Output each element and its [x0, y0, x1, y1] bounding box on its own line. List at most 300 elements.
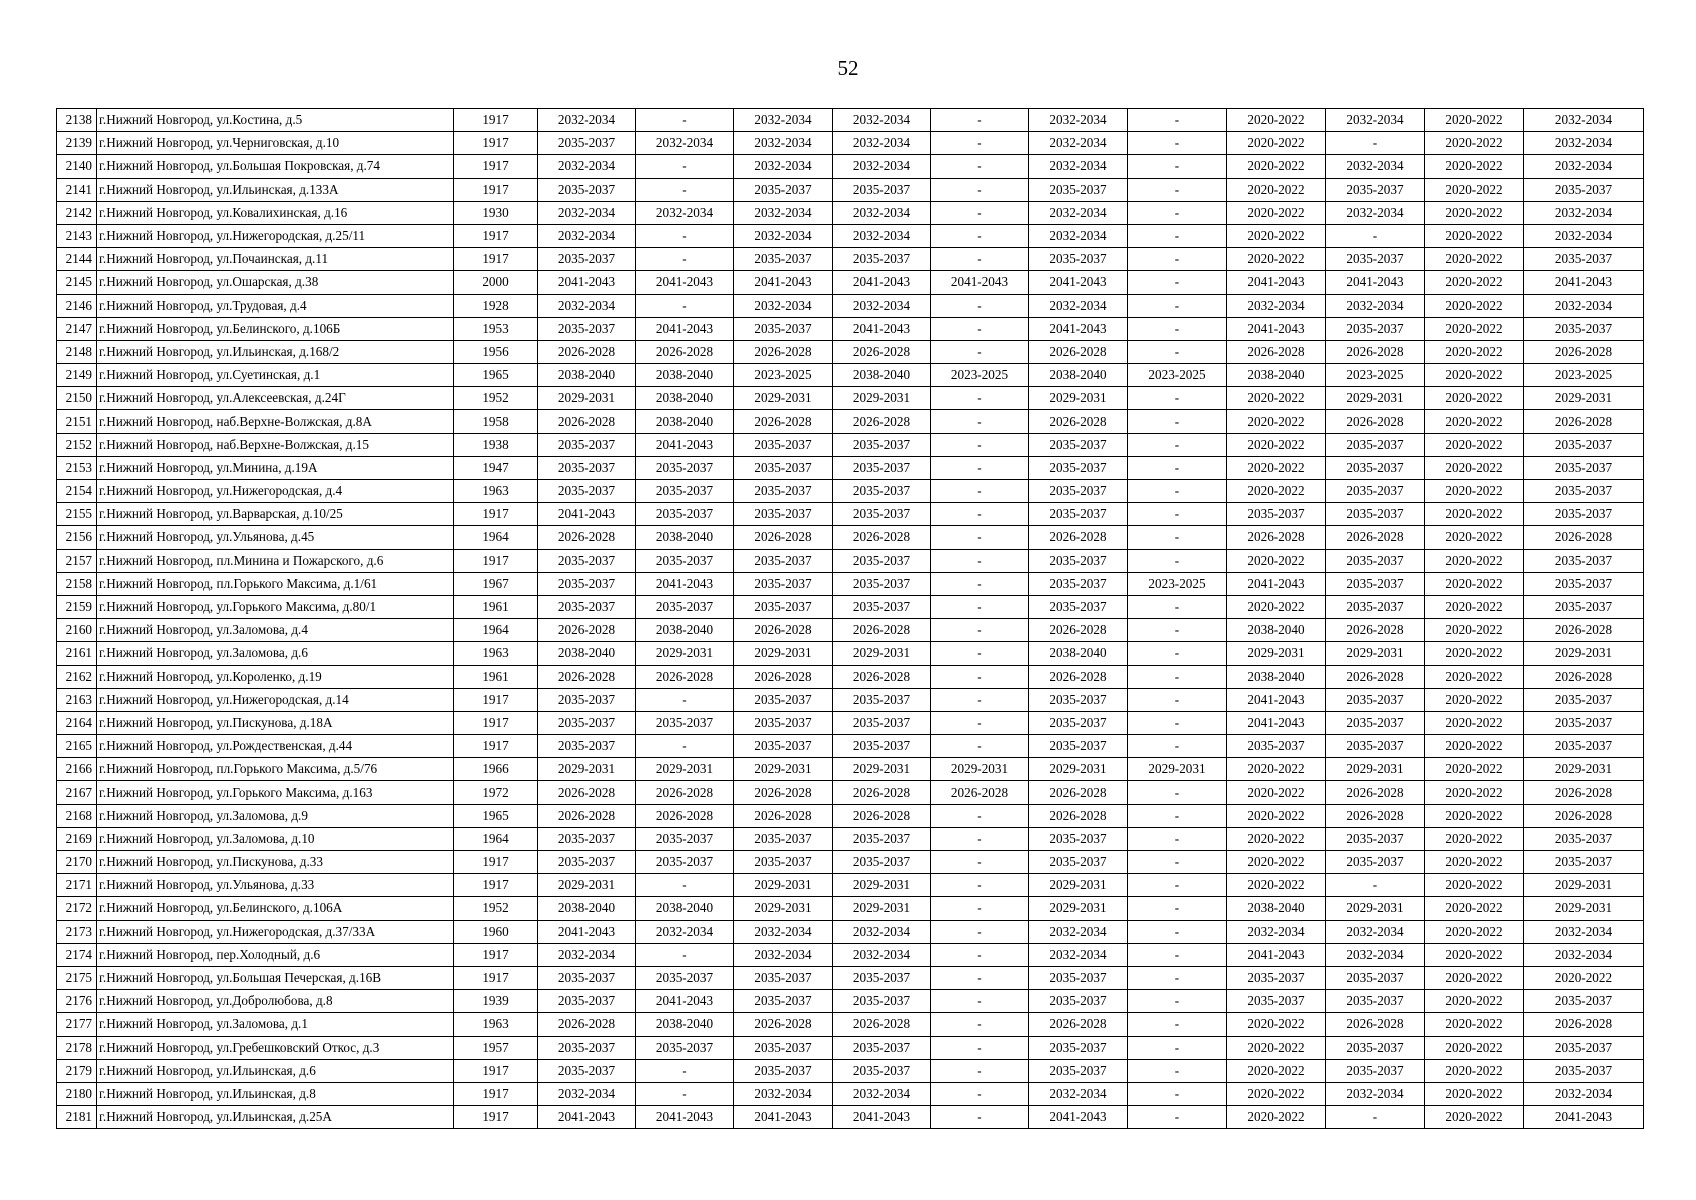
cell-c4: 2035-2037	[833, 711, 931, 734]
cell-c2: 2038-2040	[636, 1013, 734, 1036]
cell-c4: 2035-2037	[833, 248, 931, 271]
cell-c2: 2035-2037	[636, 711, 734, 734]
cell-c9: 2035-2037	[1326, 549, 1425, 572]
cell-num: 2175	[57, 966, 97, 989]
cell-c5: -	[931, 642, 1029, 665]
cell-c4: 2035-2037	[833, 572, 931, 595]
cell-c4: 2032-2034	[833, 155, 931, 178]
cell-c11: 2032-2034	[1524, 109, 1644, 132]
cell-year: 1938	[454, 433, 538, 456]
cell-year: 1917	[454, 155, 538, 178]
cell-c6: 2035-2037	[1029, 1059, 1128, 1082]
cell-c1: 2035-2037	[538, 178, 636, 201]
cell-address: г.Нижний Новгород, ул.Добролюбова, д.8	[97, 990, 454, 1013]
cell-c1: 2032-2034	[538, 155, 636, 178]
cell-c4: 2026-2028	[833, 804, 931, 827]
cell-c7: 2023-2025	[1128, 364, 1227, 387]
cell-year: 1917	[454, 1059, 538, 1082]
cell-num: 2153	[57, 456, 97, 479]
cell-c1: 2035-2037	[538, 966, 636, 989]
cell-c1: 2032-2034	[538, 201, 636, 224]
cell-c8: 2041-2043	[1227, 943, 1326, 966]
cell-c11: 2035-2037	[1524, 503, 1644, 526]
cell-c1: 2041-2043	[538, 271, 636, 294]
cell-c11: 2029-2031	[1524, 897, 1644, 920]
cell-c9: 2026-2028	[1326, 619, 1425, 642]
cell-c2: 2026-2028	[636, 340, 734, 363]
cell-c9: 2032-2034	[1326, 109, 1425, 132]
cell-c1: 2035-2037	[538, 851, 636, 874]
cell-num: 2152	[57, 433, 97, 456]
table-row	[57, 1036, 1644, 1059]
cell-c6: 2032-2034	[1029, 109, 1128, 132]
cell-c8: 2035-2037	[1227, 503, 1326, 526]
cell-c4: 2035-2037	[833, 827, 931, 850]
cell-c7: -	[1128, 827, 1227, 850]
cell-c6: 2032-2034	[1029, 201, 1128, 224]
cell-num: 2156	[57, 526, 97, 549]
cell-c8: 2020-2022	[1227, 433, 1326, 456]
cell-c2: 2035-2037	[636, 851, 734, 874]
cell-c7: -	[1128, 549, 1227, 572]
cell-c7: -	[1128, 248, 1227, 271]
cell-c10: 2020-2022	[1425, 1082, 1524, 1105]
table-row	[57, 433, 1644, 456]
cell-c10: 2020-2022	[1425, 340, 1524, 363]
cell-c8: 2020-2022	[1227, 1106, 1326, 1129]
cell-c1: 2035-2037	[538, 572, 636, 595]
cell-year: 1917	[454, 132, 538, 155]
cell-c6: 2026-2028	[1029, 781, 1128, 804]
cell-c11: 2035-2037	[1524, 1059, 1644, 1082]
cell-c11: 2032-2034	[1524, 1082, 1644, 1105]
cell-c1: 2026-2028	[538, 781, 636, 804]
cell-c1: 2035-2037	[538, 711, 636, 734]
cell-address: г.Нижний Новгород, ул.Заломова, д.4	[97, 619, 454, 642]
cell-c11: 2032-2034	[1524, 155, 1644, 178]
cell-c5: -	[931, 943, 1029, 966]
cell-c10: 2020-2022	[1425, 132, 1524, 155]
cell-address: г.Нижний Новгород, пл.Горького Максима, д.5/76	[97, 758, 454, 781]
cell-c8: 2032-2034	[1227, 294, 1326, 317]
cell-c4: 2026-2028	[833, 619, 931, 642]
cell-c9: 2032-2034	[1326, 943, 1425, 966]
cell-c9: 2026-2028	[1326, 804, 1425, 827]
cell-c9: -	[1326, 1106, 1425, 1129]
cell-address: г.Нижний Новгород, ул.Ульянова, д.33	[97, 874, 454, 897]
cell-c7: -	[1128, 804, 1227, 827]
cell-c2: 2041-2043	[636, 433, 734, 456]
cell-c11: 2032-2034	[1524, 294, 1644, 317]
cell-c5: 2041-2043	[931, 271, 1029, 294]
cell-c8: 2020-2022	[1227, 804, 1326, 827]
cell-year: 1957	[454, 1036, 538, 1059]
cell-c5: 2023-2025	[931, 364, 1029, 387]
cell-c10: 2020-2022	[1425, 665, 1524, 688]
cell-c3: 2026-2028	[734, 410, 833, 433]
cell-c5: -	[931, 317, 1029, 340]
cell-address: г.Нижний Новгород, ул.Нижегородская, д.37/33А	[97, 920, 454, 943]
cell-c7: -	[1128, 711, 1227, 734]
cell-c2: 2035-2037	[636, 595, 734, 618]
cell-address: г.Нижний Новгород, ул.Заломова, д.1	[97, 1013, 454, 1036]
cell-c5: -	[931, 990, 1029, 1013]
cell-c2: 2038-2040	[636, 387, 734, 410]
cell-c10: 2020-2022	[1425, 851, 1524, 874]
cell-year: 1917	[454, 549, 538, 572]
cell-c3: 2032-2034	[734, 920, 833, 943]
cell-c5: -	[931, 155, 1029, 178]
cell-c9: 2035-2037	[1326, 1036, 1425, 1059]
cell-c7: -	[1128, 1036, 1227, 1059]
cell-c11: 2032-2034	[1524, 920, 1644, 943]
cell-c7: -	[1128, 456, 1227, 479]
cell-c6: 2032-2034	[1029, 155, 1128, 178]
cell-c3: 2035-2037	[734, 480, 833, 503]
cell-c8: 2020-2022	[1227, 1036, 1326, 1059]
cell-year: 2000	[454, 271, 538, 294]
cell-c11: 2032-2034	[1524, 943, 1644, 966]
cell-address: г.Нижний Новгород, ул.Варварская, д.10/25	[97, 503, 454, 526]
cell-c1: 2029-2031	[538, 874, 636, 897]
cell-c10: 2020-2022	[1425, 1036, 1524, 1059]
page-number: 52	[837, 56, 859, 80]
table-row	[57, 990, 1644, 1013]
cell-c7: 2029-2031	[1128, 758, 1227, 781]
cell-c4: 2035-2037	[833, 595, 931, 618]
cell-c10: 2020-2022	[1425, 549, 1524, 572]
cell-c8: 2020-2022	[1227, 549, 1326, 572]
cell-num: 2159	[57, 595, 97, 618]
cell-c9: 2035-2037	[1326, 966, 1425, 989]
cell-c6: 2035-2037	[1029, 1036, 1128, 1059]
cell-c4: 2026-2028	[833, 526, 931, 549]
cell-c9: 2035-2037	[1326, 595, 1425, 618]
cell-c9: 2032-2034	[1326, 294, 1425, 317]
cell-address: г.Нижний Новгород, ул.Ошарская, д.38	[97, 271, 454, 294]
cell-address: г.Нижний Новгород, ул.Заломова, д.9	[97, 804, 454, 827]
cell-c11: 2029-2031	[1524, 642, 1644, 665]
cell-num: 2145	[57, 271, 97, 294]
cell-c1: 2032-2034	[538, 109, 636, 132]
cell-c6: 2035-2037	[1029, 549, 1128, 572]
cell-c5: 2029-2031	[931, 758, 1029, 781]
cell-c9: 2035-2037	[1326, 851, 1425, 874]
cell-c9: 2035-2037	[1326, 456, 1425, 479]
cell-c4: 2035-2037	[833, 1036, 931, 1059]
cell-c10: 2020-2022	[1425, 735, 1524, 758]
cell-c3: 2041-2043	[734, 1106, 833, 1129]
cell-c9: 2023-2025	[1326, 364, 1425, 387]
cell-c2: 2035-2037	[636, 827, 734, 850]
cell-c3: 2029-2031	[734, 897, 833, 920]
cell-address: г.Нижний Новгород, ул.Нижегородская, д.25/11	[97, 224, 454, 247]
cell-c9: 2035-2037	[1326, 990, 1425, 1013]
cell-c4: 2035-2037	[833, 735, 931, 758]
cell-c6: 2032-2034	[1029, 920, 1128, 943]
cell-c3: 2032-2034	[734, 1082, 833, 1105]
cell-c6: 2035-2037	[1029, 711, 1128, 734]
cell-c3: 2035-2037	[734, 1036, 833, 1059]
cell-c3: 2026-2028	[734, 781, 833, 804]
cell-c8: 2020-2022	[1227, 201, 1326, 224]
cell-c6: 2035-2037	[1029, 480, 1128, 503]
cell-c5: -	[931, 526, 1029, 549]
cell-c11: 2026-2028	[1524, 1013, 1644, 1036]
cell-c5: -	[931, 1106, 1029, 1129]
cell-c8: 2041-2043	[1227, 317, 1326, 340]
cell-c10: 2020-2022	[1425, 897, 1524, 920]
cell-c2: 2032-2034	[636, 201, 734, 224]
cell-c3: 2026-2028	[734, 1013, 833, 1036]
cell-c5: -	[931, 201, 1029, 224]
cell-c9: 2029-2031	[1326, 897, 1425, 920]
cell-c2: 2029-2031	[636, 642, 734, 665]
cell-num: 2179	[57, 1059, 97, 1082]
cell-num: 2173	[57, 920, 97, 943]
cell-c8: 2020-2022	[1227, 155, 1326, 178]
cell-c11: 2032-2034	[1524, 201, 1644, 224]
cell-c6: 2035-2037	[1029, 851, 1128, 874]
table-row	[57, 943, 1644, 966]
cell-address: г.Нижний Новгород, ул.Большая Печерская, д.16В	[97, 966, 454, 989]
cell-c5: -	[931, 1013, 1029, 1036]
cell-c5: -	[931, 595, 1029, 618]
cell-c10: 2020-2022	[1425, 1013, 1524, 1036]
cell-c9: 2035-2037	[1326, 317, 1425, 340]
cell-c2: 2038-2040	[636, 410, 734, 433]
cell-c11: 2023-2025	[1524, 364, 1644, 387]
cell-c8: 2020-2022	[1227, 178, 1326, 201]
cell-num: 2144	[57, 248, 97, 271]
cell-c3: 2032-2034	[734, 155, 833, 178]
cell-c4: 2032-2034	[833, 294, 931, 317]
cell-c11: 2041-2043	[1524, 1106, 1644, 1129]
cell-c9: 2035-2037	[1326, 248, 1425, 271]
cell-c3: 2032-2034	[734, 294, 833, 317]
cell-c5: -	[931, 340, 1029, 363]
cell-num: 2167	[57, 781, 97, 804]
cell-num: 2155	[57, 503, 97, 526]
cell-c2: 2035-2037	[636, 1036, 734, 1059]
cell-c6: 2041-2043	[1029, 1106, 1128, 1129]
cell-c10: 2020-2022	[1425, 364, 1524, 387]
cell-address: г.Нижний Новгород, ул.Горького Максима, д.163	[97, 781, 454, 804]
cell-c5: -	[931, 1082, 1029, 1105]
cell-c4: 2035-2037	[833, 851, 931, 874]
cell-c2: -	[636, 1082, 734, 1105]
cell-c6: 2035-2037	[1029, 456, 1128, 479]
cell-c9: 2035-2037	[1326, 711, 1425, 734]
cell-c5: -	[931, 827, 1029, 850]
cell-c5: -	[931, 1036, 1029, 1059]
cell-address: г.Нижний Новгород, ул.Ильинская, д.25А	[97, 1106, 454, 1129]
cell-c3: 2035-2037	[734, 549, 833, 572]
cell-c1: 2035-2037	[538, 132, 636, 155]
cell-year: 1917	[454, 248, 538, 271]
cell-c8: 2020-2022	[1227, 1013, 1326, 1036]
cell-c5: -	[931, 549, 1029, 572]
cell-c2: 2035-2037	[636, 549, 734, 572]
cell-c2: -	[636, 735, 734, 758]
cell-num: 2139	[57, 132, 97, 155]
cell-year: 1963	[454, 642, 538, 665]
cell-c2: 2035-2037	[636, 966, 734, 989]
cell-c6: 2032-2034	[1029, 132, 1128, 155]
cell-c8: 2041-2043	[1227, 711, 1326, 734]
cell-c4: 2041-2043	[833, 1106, 931, 1129]
cell-year: 1964	[454, 619, 538, 642]
table-row	[57, 595, 1644, 618]
cell-c7: -	[1128, 688, 1227, 711]
cell-c7: -	[1128, 990, 1227, 1013]
cell-c6: 2038-2040	[1029, 642, 1128, 665]
cell-c2: -	[636, 178, 734, 201]
cell-c5: -	[931, 619, 1029, 642]
cell-c8: 2020-2022	[1227, 874, 1326, 897]
cell-c2: -	[636, 248, 734, 271]
cell-year: 1939	[454, 990, 538, 1013]
cell-c6: 2035-2037	[1029, 433, 1128, 456]
cell-c7: 2023-2025	[1128, 572, 1227, 595]
cell-year: 1964	[454, 827, 538, 850]
cell-c5: -	[931, 109, 1029, 132]
cell-c8: 2020-2022	[1227, 1059, 1326, 1082]
cell-c1: 2038-2040	[538, 897, 636, 920]
cell-c6: 2038-2040	[1029, 364, 1128, 387]
table-row	[57, 132, 1644, 155]
cell-c7: -	[1128, 317, 1227, 340]
cell-c2: 2038-2040	[636, 526, 734, 549]
cell-c10: 2020-2022	[1425, 874, 1524, 897]
cell-c8: 2020-2022	[1227, 851, 1326, 874]
cell-c6: 2035-2037	[1029, 966, 1128, 989]
cell-c3: 2035-2037	[734, 317, 833, 340]
cell-c4: 2026-2028	[833, 665, 931, 688]
cell-c7: -	[1128, 224, 1227, 247]
cell-c7: -	[1128, 874, 1227, 897]
table-row	[57, 1082, 1644, 1105]
cell-c6: 2035-2037	[1029, 688, 1128, 711]
cell-c3: 2035-2037	[734, 1059, 833, 1082]
cell-c6: 2026-2028	[1029, 340, 1128, 363]
cell-num: 2140	[57, 155, 97, 178]
cell-c7: -	[1128, 781, 1227, 804]
cell-num: 2181	[57, 1106, 97, 1129]
cell-c8: 2020-2022	[1227, 595, 1326, 618]
cell-year: 1917	[454, 735, 538, 758]
cell-c9: 2035-2037	[1326, 735, 1425, 758]
cell-c8: 2020-2022	[1227, 456, 1326, 479]
table-row	[57, 897, 1644, 920]
cell-year: 1917	[454, 1106, 538, 1129]
cell-c11: 2035-2037	[1524, 572, 1644, 595]
cell-address: г.Нижний Новгород, ул.Ильинская, д.6	[97, 1059, 454, 1082]
cell-c10: 2020-2022	[1425, 109, 1524, 132]
cell-c11: 2035-2037	[1524, 480, 1644, 503]
table-row	[57, 735, 1644, 758]
cell-c7: -	[1128, 294, 1227, 317]
cell-c2: -	[636, 688, 734, 711]
cell-c11: 2035-2037	[1524, 178, 1644, 201]
cell-c3: 2035-2037	[734, 735, 833, 758]
cell-year: 1961	[454, 595, 538, 618]
cell-c2: -	[636, 224, 734, 247]
cell-c11: 2026-2028	[1524, 781, 1644, 804]
cell-c10: 2020-2022	[1425, 758, 1524, 781]
cell-c2: 2026-2028	[636, 665, 734, 688]
cell-c5: -	[931, 178, 1029, 201]
cell-c8: 2038-2040	[1227, 897, 1326, 920]
cell-num: 2180	[57, 1082, 97, 1105]
cell-c10: 2020-2022	[1425, 433, 1524, 456]
cell-address: г.Нижний Новгород, ул.Минина, д.19А	[97, 456, 454, 479]
cell-c11: 2035-2037	[1524, 549, 1644, 572]
cell-num: 2160	[57, 619, 97, 642]
cell-c7: -	[1128, 178, 1227, 201]
cell-c2: 2029-2031	[636, 758, 734, 781]
cell-c10: 2020-2022	[1425, 688, 1524, 711]
cell-address: г.Нижний Новгород, ул.Белинского, д.106Б	[97, 317, 454, 340]
cell-c9: 2035-2037	[1326, 572, 1425, 595]
cell-c4: 2035-2037	[833, 966, 931, 989]
cell-c2: 2035-2037	[636, 503, 734, 526]
cell-c5: -	[931, 387, 1029, 410]
cell-c9: 2026-2028	[1326, 665, 1425, 688]
table-row	[57, 248, 1644, 271]
cell-c1: 2035-2037	[538, 480, 636, 503]
cell-c4: 2041-2043	[833, 317, 931, 340]
table-row	[57, 827, 1644, 850]
cell-c8: 2020-2022	[1227, 109, 1326, 132]
cell-c1: 2035-2037	[538, 248, 636, 271]
cell-address: г.Нижний Новгород, ул.Нижегородская, д.4	[97, 480, 454, 503]
cell-c8: 2041-2043	[1227, 688, 1326, 711]
cell-c1: 2026-2028	[538, 804, 636, 827]
cell-year: 1928	[454, 294, 538, 317]
cell-c3: 2026-2028	[734, 665, 833, 688]
table-row	[57, 340, 1644, 363]
cell-address: г.Нижний Новгород, ул.Пискунова, д.18А	[97, 711, 454, 734]
cell-c11: 2035-2037	[1524, 1036, 1644, 1059]
cell-c9: 2029-2031	[1326, 758, 1425, 781]
cell-c10: 2020-2022	[1425, 178, 1524, 201]
cell-c3: 2032-2034	[734, 109, 833, 132]
cell-c7: -	[1128, 897, 1227, 920]
cell-c3: 2035-2037	[734, 688, 833, 711]
cell-year: 1917	[454, 224, 538, 247]
cell-c1: 2026-2028	[538, 526, 636, 549]
cell-num: 2171	[57, 874, 97, 897]
cell-c11: 2026-2028	[1524, 526, 1644, 549]
cell-c4: 2026-2028	[833, 340, 931, 363]
cell-c3: 2032-2034	[734, 132, 833, 155]
cell-c1: 2035-2037	[538, 827, 636, 850]
cell-c1: 2032-2034	[538, 294, 636, 317]
cell-c5: -	[931, 897, 1029, 920]
cell-num: 2142	[57, 201, 97, 224]
cell-c5: -	[931, 804, 1029, 827]
cell-c6: 2026-2028	[1029, 1013, 1128, 1036]
cell-c10: 2020-2022	[1425, 155, 1524, 178]
table-row	[57, 224, 1644, 247]
cell-c3: 2026-2028	[734, 526, 833, 549]
cell-c7: -	[1128, 201, 1227, 224]
cell-c11: 2029-2031	[1524, 758, 1644, 781]
cell-c7: -	[1128, 387, 1227, 410]
cell-c4: 2032-2034	[833, 201, 931, 224]
cell-c1: 2029-2031	[538, 758, 636, 781]
